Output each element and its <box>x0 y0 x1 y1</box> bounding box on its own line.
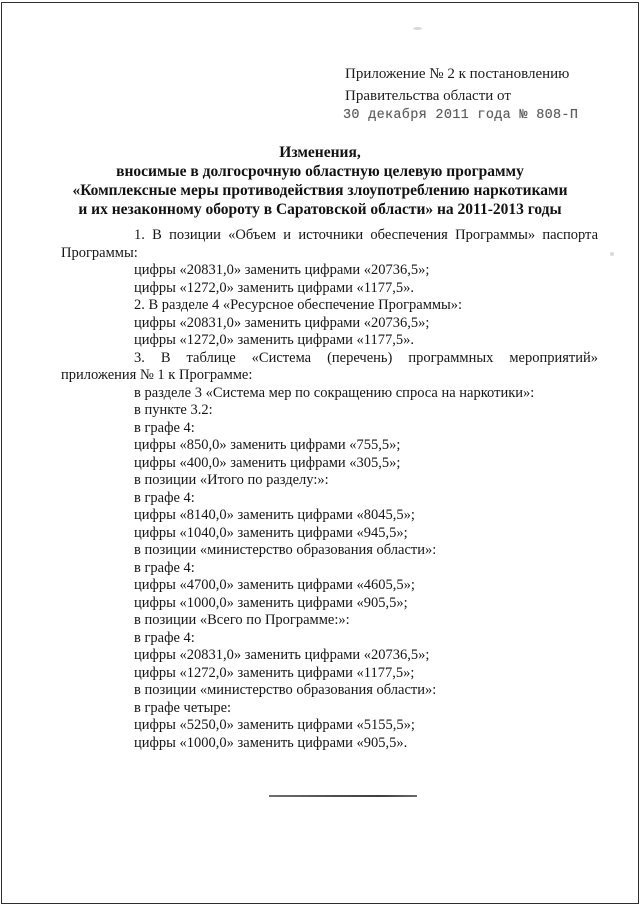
body-line: в позиции «министерство образования области»: <box>134 542 437 558</box>
body-line: цифры «1272,0» заменить цифрами «1177,5». <box>134 279 415 296</box>
body-line: Программы: <box>61 244 138 261</box>
title-line: Изменения, <box>279 144 361 161</box>
title-line: вносимые в долгосрочную областную целевую программу <box>116 163 524 180</box>
body-line: в графе 4: <box>134 419 195 436</box>
body-line: цифры «20831,0» заменить цифрами «20736,5»; <box>134 647 430 663</box>
body-line: 3. В таблице «Система (перечень) программных мероприятий» <box>134 349 598 366</box>
body-line: цифры «1040,0» заменить цифрами «945,5»; <box>134 524 408 541</box>
body-line: в графе 4: <box>134 489 195 506</box>
body-line: в графе 4: <box>134 629 195 646</box>
body-line: цифры «20831,0» заменить цифрами «20736,5»; <box>134 262 430 278</box>
title-line: и их незаконному обороту в Саратовской области» на 2011-2013 годы <box>78 201 562 218</box>
document-header-block <box>345 64 595 125</box>
body-line: цифры «1000,0» заменить цифрами «905,5». <box>134 734 408 751</box>
body-line: в разделе 3 «Система мер по сокращению спроса на наркотики»: <box>134 384 535 401</box>
scan-speck <box>610 252 614 256</box>
scan-speck <box>413 27 422 30</box>
body-line: в позиции «Всего по Программе:»: <box>134 612 350 628</box>
body-line: в пункте 3.2: <box>134 402 213 418</box>
body-line: в позиции «Итого по разделу:»: <box>134 472 329 488</box>
body-line: цифры «1272,0» заменить цифрами «1177,5»; <box>134 664 415 681</box>
body-line: цифры «1000,0» заменить цифрами «905,5»; <box>134 594 408 611</box>
header-line: Приложение № 2 к постановлению <box>345 66 570 82</box>
document-body <box>61 227 598 752</box>
body-line: в графе 4: <box>134 559 195 576</box>
body-line: в позиции «министерство образования области»: <box>134 682 437 698</box>
body-line: цифры «400,0» заменить цифрами «305,5»; <box>134 454 401 471</box>
document-title <box>20 143 620 219</box>
header-date-number-stamp: 30 декабря 2011 года № 808-П <box>343 108 579 123</box>
body-line: цифры «5250,0» заменить цифрами «5155,5»; <box>134 717 415 733</box>
body-line: цифры «850,0» заменить цифрами «755,5»; <box>134 437 401 453</box>
body-line: в графе четыре: <box>134 699 232 716</box>
title-line: «Комплексные меры противодействия злоупотреблению наркотиками <box>72 182 568 199</box>
body-line: цифры «8140,0» заменить цифрами «8045,5»; <box>134 507 415 523</box>
header-line: Правительства области от <box>345 87 511 104</box>
body-line: 1. В позиции «Объем и источники обеспечения Программы» паспорта <box>134 227 598 243</box>
footer-divider-line <box>269 795 417 797</box>
body-line: цифры «20831,0» заменить цифрами «20736,5»; <box>134 314 430 331</box>
body-line: цифры «4700,0» заменить цифрами «4605,5»; <box>134 577 415 593</box>
body-line: цифры «1272,0» заменить цифрами «1177,5». <box>134 332 415 348</box>
body-line: приложения № 1 к Программе: <box>61 367 253 383</box>
body-line: 2. В разделе 4 «Ресурсное обеспечение Программы»: <box>134 297 463 313</box>
